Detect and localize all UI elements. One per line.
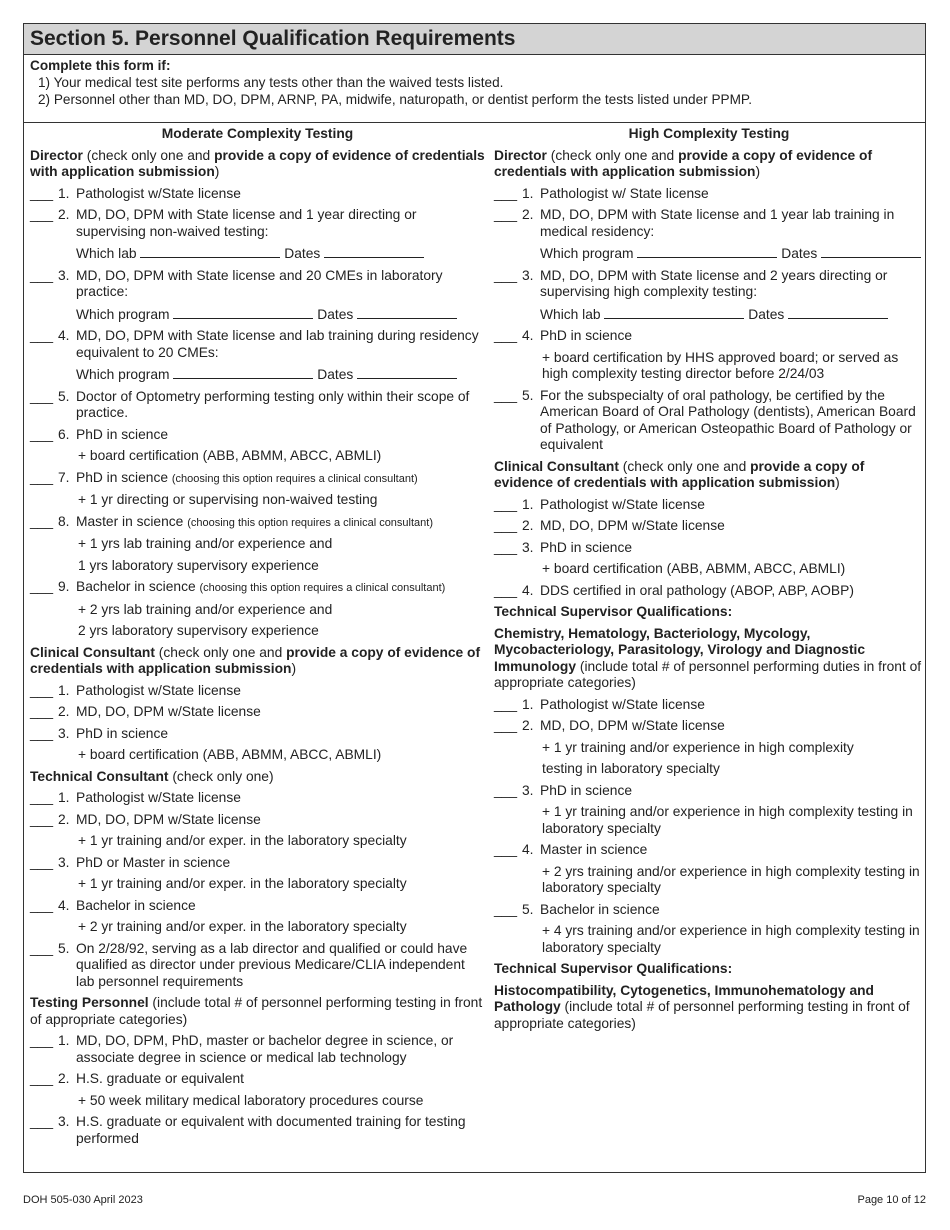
fill-label-a: Which lab <box>76 246 137 261</box>
checklist-item <box>494 388 924 454</box>
item-number: 2. <box>522 518 534 533</box>
item-number: 3. <box>58 854 70 870</box>
checkbox-blank[interactable]: ___ <box>30 579 54 594</box>
tsq-label: Technical Supervisor Qualifications: <box>494 961 733 976</box>
item-subtext: + 1 yrs lab training and/or experience and <box>78 536 333 551</box>
section-label: Technical Consultant <box>30 768 169 784</box>
tsq-specialties: Histocompatibility, Cytogenetics, Immunohematology and Pathology <box>494 982 874 1014</box>
item-text: Pathologist w/State license <box>76 185 241 201</box>
item-subtext: + board certification (ABB, ABMM, ABCC, ABMLI) <box>542 561 846 576</box>
item-number: 2. <box>58 1071 70 1086</box>
section-note-bold: provide a copy of evidence of credentials with application submission <box>494 458 865 490</box>
item-subtext: + 4 yrs training and/or experience in high complexity testing in laboratory specialty <box>542 923 920 955</box>
item-number: 4. <box>58 328 70 343</box>
fill-input-b[interactable] <box>821 245 921 258</box>
column-heading: Moderate Complexity Testing <box>161 126 354 141</box>
item-number: 3. <box>522 782 534 798</box>
intro-item-1: 1) Your medical test site performs any tests other than the waived tests listed. <box>38 75 504 90</box>
section-label: Clinical Consultant <box>30 644 155 660</box>
page-number: Page 10 of 12 <box>857 1194 926 1206</box>
item-text: Pathologist w/State license <box>76 790 241 805</box>
checkbox-blank[interactable]: ___ <box>30 1114 54 1129</box>
item-number: 4. <box>522 328 534 343</box>
checkbox-blank[interactable]: ___ <box>30 388 54 404</box>
item-subtext: + 1 yr directing or supervising non-waived testing <box>78 492 378 507</box>
item-text: PhD in science <box>76 426 169 442</box>
checkbox-blank[interactable]: ___ <box>30 207 54 222</box>
item-number: 8. <box>58 513 70 529</box>
item-text: PhD in science <box>540 328 633 343</box>
item-number: 1. <box>58 185 70 201</box>
checklist-item <box>494 718 924 735</box>
fill-input-a[interactable] <box>604 306 744 319</box>
item-text: Doctor of Optometry performing testing only within their scope of practice. <box>76 388 470 420</box>
section-heading <box>30 769 485 786</box>
item-number: 1. <box>58 790 70 805</box>
item-number: 5. <box>58 940 70 956</box>
checkbox-blank[interactable]: ___ <box>494 207 518 222</box>
item-text: Pathologist w/State license <box>540 496 705 512</box>
item-subtext: + board certification by HHS approved board; or served as high complexity testing director before 2/24/03 <box>542 349 899 381</box>
fill-label-b: Dates <box>317 306 354 322</box>
section-label: Director <box>30 147 83 163</box>
item-subtext-2: 1 yrs laboratory supervisory experience <box>78 557 319 573</box>
section-label: Director <box>494 147 547 163</box>
item-number: 2. <box>58 207 70 222</box>
item-text: PhD in science <box>76 725 169 741</box>
item-subtext-2: 2 yrs laboratory supervisory experience <box>78 623 319 638</box>
intro-item-2: 2) Personnel other than MD, DO, DPM, ARNP, PA, midwife, naturopath, or dentist perform the tests listed under PPMP. <box>38 92 752 107</box>
checkbox-blank[interactable]: ___ <box>30 725 54 741</box>
item-text: Bachelor in science <box>540 901 660 917</box>
checkbox-blank[interactable]: ___ <box>30 790 54 805</box>
item-text: MD, DO, DPM w/State license <box>76 704 261 719</box>
section-title: Section 5. Personnel Qualification Requirements <box>24 24 925 55</box>
fill-line <box>30 366 485 384</box>
tsq-note: (include total # of personnel performing testing in front of appropriate categories) <box>494 999 910 1031</box>
checkbox-blank[interactable]: ___ <box>30 426 54 442</box>
checkbox-blank[interactable]: ___ <box>30 1071 54 1086</box>
item-subtext: + 2 yrs lab training and/or experience and <box>78 601 333 617</box>
item-text: Pathologist w/State license <box>540 696 705 712</box>
checkbox-blank[interactable]: ___ <box>494 582 518 598</box>
checklist-item <box>30 1071 485 1088</box>
item-subtext: + 1 yr training and/or experience in high complexity testing in laboratory specialty <box>542 804 913 836</box>
checkbox-blank[interactable]: ___ <box>494 696 518 712</box>
tsq-label: Technical Supervisor Qualifications: <box>494 604 733 619</box>
item-number: 4. <box>522 582 534 598</box>
section-note-end: ) <box>214 164 220 179</box>
checklist-item <box>30 898 485 915</box>
checkbox-blank[interactable]: ___ <box>30 469 54 485</box>
checkbox-blank[interactable]: ___ <box>494 518 518 533</box>
checklist-item <box>30 268 485 301</box>
checklist-item <box>30 186 485 203</box>
item-subtext-2: testing in laboratory specialty <box>542 761 720 776</box>
item-text: MD, DO, DPM with State license and 1 year directing or supervising non-waived testing: <box>76 207 417 239</box>
checklist-item <box>30 207 485 240</box>
fill-line <box>30 245 485 263</box>
item-text: H.S. graduate or equivalent <box>76 1071 244 1086</box>
section-note-bold: provide a copy of evidence of credentials with application submission <box>494 147 873 179</box>
section-note-end: ) <box>755 164 761 179</box>
item-text: Master in science <box>540 842 648 857</box>
checklist-item <box>30 514 485 532</box>
item-subtext: + 50 week military medical laboratory procedures course <box>78 1092 424 1108</box>
item-text: MD, DO, DPM, PhD, master or bachelor degree in science, or associate degree in science or medical lab technology <box>76 1033 454 1065</box>
item-subtext: + 1 yr training and/or exper. in the laboratory specialty <box>78 833 407 848</box>
checkbox-blank[interactable]: ___ <box>494 842 518 857</box>
section-note: (include total # of personnel performing testing in front of appropriate categories) <box>30 995 483 1027</box>
item-subtext: + 2 yr training and/or exper. in the laboratory specialty <box>78 919 407 934</box>
fill-label-a: Which lab <box>540 306 601 322</box>
section-heading <box>30 645 485 678</box>
checklist-item <box>30 726 485 743</box>
checkbox-blank[interactable]: ___ <box>30 682 54 698</box>
item-text: Pathologist w/State license <box>76 682 241 698</box>
fill-line <box>494 245 924 263</box>
checklist-item <box>494 783 924 800</box>
form-id: DOH 505-030 April 2023 <box>23 1194 143 1206</box>
checkbox-blank[interactable]: ___ <box>30 328 54 343</box>
item-number: 4. <box>522 842 534 857</box>
checklist-item <box>30 389 485 422</box>
checklist-item <box>30 704 485 721</box>
checkbox-blank[interactable]: ___ <box>494 782 518 798</box>
item-number: 3. <box>58 267 70 283</box>
section-heading <box>30 995 485 1028</box>
item-note: (choosing this option requires a clinical consultant) <box>171 472 418 485</box>
item-number: 1. <box>522 185 534 201</box>
fill-line <box>494 306 924 324</box>
section-note: (check only one and <box>82 147 215 163</box>
checkbox-blank[interactable]: ___ <box>494 185 518 201</box>
section-label: Testing Personnel <box>30 995 149 1010</box>
checklist-item <box>494 328 924 345</box>
checkbox-blank[interactable]: ___ <box>494 387 518 403</box>
checklist-item <box>494 697 924 714</box>
item-number: 7. <box>58 469 70 485</box>
item-number: 3. <box>58 725 70 741</box>
checkbox-blank[interactable]: ___ <box>494 267 518 283</box>
checklist-item <box>494 583 924 600</box>
item-number: 3. <box>522 539 534 555</box>
fill-label-b: Dates <box>748 306 785 322</box>
item-text: PhD or Master in science <box>76 854 231 870</box>
section-heading <box>30 148 485 181</box>
checkbox-blank[interactable]: ___ <box>30 704 54 719</box>
fill-label-b: Dates <box>284 246 321 261</box>
item-number: 5. <box>522 901 534 917</box>
checklist-item <box>30 1033 485 1066</box>
form-frame <box>23 23 926 1173</box>
tsq-heading <box>494 626 924 692</box>
fill-input-b[interactable] <box>788 306 888 319</box>
checklist-item <box>494 497 924 514</box>
section-label: Clinical Consultant <box>494 458 619 474</box>
checkbox-blank[interactable]: ___ <box>30 1033 54 1048</box>
item-number: 2. <box>522 718 534 733</box>
item-subtext: + board certification (ABB, ABMM, ABCC, ABMLI) <box>78 747 382 762</box>
item-text: MD, DO, DPM with State license and 2 years directing or supervising high complexity testing: <box>540 267 888 299</box>
item-text: DDS certified in oral pathology (ABOP, ABP, AOBP) <box>540 582 854 598</box>
item-number: 2. <box>58 704 70 719</box>
item-text: Bachelor in science <box>76 579 196 594</box>
item-number: 3. <box>522 267 534 283</box>
item-number: 2. <box>58 811 70 827</box>
item-subtext: + board certification (ABB, ABMM, ABCC, ABMLI) <box>78 448 382 463</box>
item-note: (choosing this option requires a clinical consultant) <box>199 582 446 594</box>
fill-label-a: Which program <box>540 246 634 261</box>
section-note-end: ) <box>291 661 297 676</box>
column-heading: High Complexity Testing <box>628 126 790 141</box>
section-note-end: ) <box>835 475 840 490</box>
checkbox-blank[interactable]: ___ <box>30 811 54 827</box>
checklist-item <box>30 683 485 700</box>
item-text: Bachelor in science <box>76 897 196 913</box>
checkbox-blank[interactable]: ___ <box>494 901 518 917</box>
checklist-item <box>30 579 485 597</box>
checkbox-blank[interactable]: ___ <box>30 513 54 529</box>
item-number: 6. <box>58 426 70 442</box>
item-text: For the subspecialty of oral pathology, be certified by the American Board of Oral Pathology (dentists), American Board of Pathology, or American Osteopathic Board of Pathology or equivalent <box>540 387 916 452</box>
item-number: 1. <box>522 696 534 712</box>
section-note: (check only one) <box>168 768 274 784</box>
fill-input-a[interactable] <box>140 245 280 258</box>
checklist-item <box>494 518 924 535</box>
item-number: 5. <box>522 387 534 403</box>
high-complexity-column <box>494 123 924 1032</box>
checklist-item <box>30 427 485 444</box>
section-note-bold: provide a copy of evidence of credentials with application submission <box>30 644 481 676</box>
fill-input-b[interactable] <box>357 366 457 379</box>
section-note: (check only one and <box>618 458 751 474</box>
intro-block <box>24 55 925 123</box>
checkbox-blank[interactable]: ___ <box>30 185 54 201</box>
fill-input-a[interactable] <box>173 306 313 319</box>
checkbox-blank[interactable]: ___ <box>30 940 54 956</box>
section-note: (check only one and <box>546 147 679 163</box>
intro-lead: Complete this form if: <box>30 58 171 73</box>
checklist-item <box>494 540 924 557</box>
item-text: Master in science <box>76 513 184 529</box>
checkbox-blank[interactable]: ___ <box>494 539 518 555</box>
fill-input-a[interactable] <box>173 366 313 379</box>
item-text: H.S. graduate or equivalent with documented training for testing performed <box>76 1114 466 1146</box>
tsq-heading <box>494 983 924 1033</box>
fill-label-b: Dates <box>781 246 818 261</box>
checkbox-blank[interactable]: ___ <box>30 267 54 283</box>
fill-line <box>30 306 485 324</box>
checklist-item <box>494 207 924 240</box>
item-subtext: + 2 yrs training and/or experience in high complexity testing in laboratory specialty <box>542 863 920 895</box>
checklist-item <box>30 328 485 361</box>
checkbox-blank[interactable]: ___ <box>494 718 518 733</box>
checklist-item <box>30 790 485 807</box>
checklist-item <box>494 268 924 301</box>
section-note-bold: provide a copy of evidence of credentials with application submission <box>30 147 485 179</box>
fill-label-b: Dates <box>317 367 354 382</box>
tsq-note: (include total # of personnel performing duties in front of appropriate categories) <box>494 658 922 690</box>
item-text: PhD in science <box>76 469 169 485</box>
item-note: (choosing this option requires a clinical consultant) <box>187 516 434 529</box>
tsq-specialties: Chemistry, Hematology, Bacteriology, Mycology, Mycobacteriology, Parasitology, Virology and Diagnostic Immunology <box>494 625 866 674</box>
moderate-complexity-column <box>30 123 485 1147</box>
fill-input-b[interactable] <box>324 245 424 258</box>
item-number: 1. <box>522 496 534 512</box>
checklist-item <box>494 186 924 203</box>
checklist-item <box>30 941 485 991</box>
item-number: 5. <box>58 388 70 404</box>
item-number: 4. <box>58 897 70 913</box>
item-text: Pathologist w/ State license <box>540 185 709 201</box>
fill-input-a[interactable] <box>637 245 777 258</box>
item-text: MD, DO, DPM w/State license <box>76 811 261 827</box>
checkbox-blank[interactable]: ___ <box>30 897 54 913</box>
item-text: MD, DO, DPM w/State license <box>540 718 725 733</box>
item-subtext: + 1 yr training and/or exper. in the laboratory specialty <box>78 876 407 891</box>
fill-input-b[interactable] <box>357 306 457 319</box>
item-number: 9. <box>58 579 70 594</box>
item-text: MD, DO, DPM w/State license <box>540 518 725 533</box>
item-text: MD, DO, DPM with State license and lab training during residency equivalent to 20 CMEs: <box>76 328 479 360</box>
checklist-item <box>30 1114 485 1147</box>
checklist-item <box>30 470 485 488</box>
item-text: MD, DO, DPM with State license and 1 year lab training in medical residency: <box>540 207 895 239</box>
checklist-item <box>494 842 924 859</box>
item-text: PhD in science <box>540 782 633 798</box>
item-number: 1. <box>58 1033 70 1048</box>
section-heading <box>494 148 924 181</box>
item-number: 3. <box>58 1114 70 1129</box>
section-note: (check only one and <box>154 644 287 660</box>
checkbox-blank[interactable]: ___ <box>494 496 518 512</box>
item-text: PhD in science <box>540 539 633 555</box>
item-text: On 2/28/92, serving as a lab director and qualified or could have qualified as director under previous Medicare/CLIA independent lab personnel requirements <box>76 940 468 989</box>
checklist-item <box>494 902 924 919</box>
section-heading <box>494 459 924 492</box>
item-number: 2. <box>522 207 534 222</box>
fill-label-a: Which program <box>76 367 170 382</box>
item-number: 1. <box>58 682 70 698</box>
checkbox-blank[interactable]: ___ <box>30 854 54 870</box>
item-subtext: + 1 yr training and/or experience in high complexity <box>542 739 854 755</box>
checklist-item <box>30 855 485 872</box>
fill-label-a: Which program <box>76 306 170 322</box>
checkbox-blank[interactable]: ___ <box>494 328 518 343</box>
item-text: MD, DO, DPM with State license and 20 CMEs in laboratory practice: <box>76 267 443 299</box>
checklist-item <box>30 812 485 829</box>
